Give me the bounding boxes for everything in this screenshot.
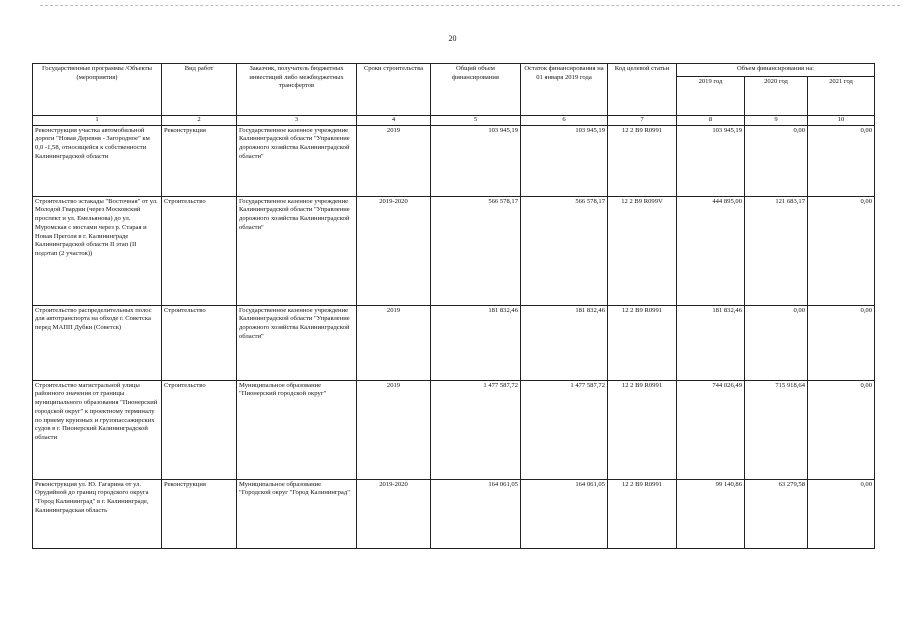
- header-total: Общий объем финансирования: [431, 64, 521, 116]
- remainder-financing: 103 945,19: [521, 125, 608, 196]
- financing-2021: 0,00: [808, 305, 875, 380]
- work-type: Реконструкция: [162, 125, 237, 196]
- object-name: Строительство эстакады "Восточная" от ул. Молодой Гвардии (через Московский проспект и ул. Емельянова) до ул. Муромская с мостами через р. Старая и Новая Преголя в г. Калининграде Калининградской области II этап (II подэтап (2 участок)): [33, 196, 162, 305]
- page-number: 20: [448, 34, 457, 43]
- work-type: Строительство: [162, 196, 237, 305]
- header-financing-group: Объем финансирования на:: [677, 64, 875, 77]
- target-code: 12 2 B9 R099V: [608, 196, 677, 305]
- remainder-financing: 566 578,17: [521, 196, 608, 305]
- header-code: Код целевой статьи: [608, 64, 677, 116]
- object-name: Реконструкция участка автомобильной дороги "Новая Деревня - Загородное" км 0,0 -1,58, относящейся к собственности Калининградской области: [33, 125, 162, 196]
- total-financing: 1 477 587,72: [431, 380, 521, 479]
- table-row: [33, 479, 875, 548]
- column-number: 8: [677, 116, 745, 126]
- header-2021: 2021 год: [808, 77, 875, 116]
- column-number: 4: [357, 116, 431, 126]
- target-code: 12 2 B9 R0991: [608, 125, 677, 196]
- column-number: 6: [521, 116, 608, 126]
- column-number: 3: [237, 116, 357, 126]
- header-work-type: Вид работ: [162, 64, 237, 116]
- column-number: 2: [162, 116, 237, 126]
- total-financing: 566 578,17: [431, 196, 521, 305]
- column-number: 9: [745, 116, 808, 126]
- financing-2020: 0,00: [745, 125, 808, 196]
- financing-2020: 0,00: [745, 305, 808, 380]
- target-code: 12 2 B9 R0991: [608, 305, 677, 380]
- construction-terms: 2019-2020: [357, 196, 431, 305]
- table-row: [33, 196, 875, 305]
- financing-2021: 0,00: [808, 479, 875, 548]
- table-row: [33, 380, 875, 479]
- total-financing: 181 832,46: [431, 305, 521, 380]
- remainder-financing: 164 061,05: [521, 479, 608, 548]
- header-remainder: Остаток финансирования на 01 января 2019 года: [521, 64, 608, 116]
- table-row: [33, 305, 875, 380]
- customer: Государственное казенное учреждение Калининградской области "Управление дорожного хозяйства Калининградской области": [237, 305, 357, 380]
- object-name: Реконструкция ул. Ю. Гагарина от ул. Орудийной до границ городского округа "Город Калининград" в г. Калининграде, Калининградская область: [33, 479, 162, 548]
- work-type: Строительство: [162, 380, 237, 479]
- financing-2019: 444 895,00: [677, 196, 745, 305]
- financing-2020: 121 683,17: [745, 196, 808, 305]
- customer: Государственное казенное учреждение Калининградской области "Управление дорожного хозяйства Калининградской области": [237, 125, 357, 196]
- column-number: 10: [808, 116, 875, 126]
- object-name: Строительство магистральной улицы районного значения от границы муниципального образования "Пионерский городской округ" к проектному терминалу по приему круизных и грузопассажирских судов в г. Пионерский Калининградской области: [33, 380, 162, 479]
- column-number: 7: [608, 116, 677, 126]
- header-customer: Заказчик, получатель бюджетных инвестиций либо межбюджетных трансфертов: [237, 64, 357, 116]
- financing-2021: 0,00: [808, 380, 875, 479]
- work-type: Реконструкция: [162, 479, 237, 548]
- column-number-row: [33, 116, 875, 126]
- header-2019: 2019 год: [677, 77, 745, 116]
- construction-terms: 2019: [357, 125, 431, 196]
- financing-2019: 103 945,19: [677, 125, 745, 196]
- column-number: 5: [431, 116, 521, 126]
- header-program: Государственные программы /Объекты (мероприятия): [33, 64, 162, 116]
- total-financing: 103 945,19: [431, 125, 521, 196]
- scan-edge-line: [40, 5, 900, 6]
- customer: Муниципальное образование "Городской округ "Город Калининград": [237, 479, 357, 548]
- financing-2020: 715 918,64: [745, 380, 808, 479]
- total-financing: 164 061,05: [431, 479, 521, 548]
- work-type: Строительство: [162, 305, 237, 380]
- object-name: Строительство распределительных полос для автотранспорта на обходе г. Советска перед МАПП Дубки (Советск): [33, 305, 162, 380]
- remainder-financing: 181 832,46: [521, 305, 608, 380]
- financing-2019: 744 026,49: [677, 380, 745, 479]
- financing-2019: 181 832,46: [677, 305, 745, 380]
- construction-terms: 2019: [357, 380, 431, 479]
- header-2020: 2020 год: [745, 77, 808, 116]
- customer: Государственное казенное учреждение Калининградской области "Управление дорожного хозяйства Калининградской области": [237, 196, 357, 305]
- customer: Муниципальное образование "Пионерский городской округ": [237, 380, 357, 479]
- target-code: 12 2 B9 R0991: [608, 380, 677, 479]
- target-code: 12 2 B9 R0991: [608, 479, 677, 548]
- financing-2021: 0,00: [808, 125, 875, 196]
- financing-2019: 99 140,86: [677, 479, 745, 548]
- construction-terms: 2019: [357, 305, 431, 380]
- financing-2021: 0,00: [808, 196, 875, 305]
- financing-2020: 63 279,58: [745, 479, 808, 548]
- remainder-financing: 1 477 587,72: [521, 380, 608, 479]
- column-number: 1: [33, 116, 162, 126]
- header-row: [33, 64, 875, 77]
- financing-table: [32, 63, 875, 549]
- construction-terms: 2019-2020: [357, 479, 431, 548]
- table-row: [33, 125, 875, 196]
- header-terms: Сроки строительства: [357, 64, 431, 116]
